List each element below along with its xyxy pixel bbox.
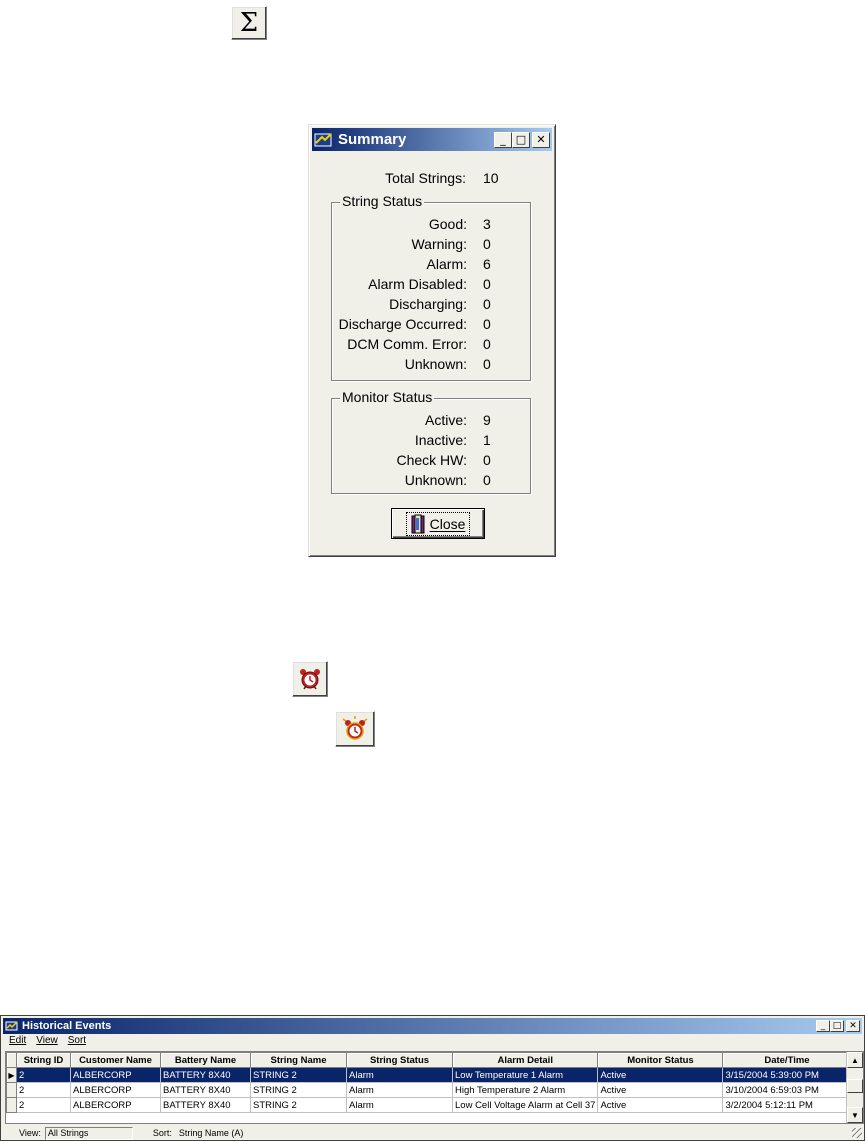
menu-sort[interactable]: Sort (67, 1035, 87, 1046)
table-cell[interactable]: Alarm (347, 1098, 453, 1113)
status-row-value: 9 (483, 412, 491, 428)
historical-titlebar[interactable] (3, 1018, 862, 1034)
status-row-label: DCM Comm. Error: (347, 336, 467, 352)
status-row-value: 3 (483, 216, 491, 232)
status-row (332, 471, 532, 489)
status-row (332, 451, 532, 469)
summary-toolbar-button[interactable] (231, 6, 267, 40)
status-row (332, 315, 532, 333)
total-strings-value: 10 (483, 170, 499, 186)
summary-title: Summary (338, 131, 407, 148)
close-icon[interactable]: ✕ (846, 1020, 860, 1032)
status-row-label: Discharging: (389, 296, 467, 312)
sigma-icon: Σ (239, 8, 259, 38)
table-cell[interactable]: Active (598, 1083, 723, 1098)
vertical-scrollbar[interactable] (846, 1052, 863, 1123)
column-header[interactable]: Monitor Status (598, 1053, 723, 1068)
menu-bar (9, 1035, 86, 1046)
scroll-up-icon[interactable]: ▲ (847, 1052, 863, 1068)
minimize-icon[interactable]: _ (494, 132, 512, 148)
status-row-label: Good: (428, 216, 467, 232)
status-row-value: 0 (483, 236, 491, 252)
monitor-status-legend: Monitor Status (342, 389, 433, 405)
column-header[interactable]: String Name (251, 1053, 347, 1068)
status-row (332, 411, 532, 429)
status-row (332, 431, 532, 449)
status-row (332, 335, 532, 353)
app-icon (5, 1020, 19, 1032)
column-header[interactable]: Date/Time (723, 1053, 851, 1068)
minimize-icon[interactable]: _ (816, 1020, 830, 1032)
table-cell[interactable]: Low Cell Voltage Alarm at Cell 37 (453, 1098, 598, 1113)
total-strings-row (329, 169, 519, 187)
status-row-label: Inactive: (414, 432, 467, 448)
table-cell[interactable]: ALBERCORP (71, 1068, 161, 1083)
close-icon[interactable]: ✕ (532, 132, 550, 148)
column-header[interactable]: Battery Name (161, 1053, 251, 1068)
table-cell[interactable]: 2 (17, 1098, 71, 1113)
status-row-label: Alarm Disabled: (368, 276, 467, 292)
table-cell[interactable]: Alarm (347, 1083, 453, 1098)
table-row[interactable] (7, 1068, 851, 1083)
table-cell[interactable]: Alarm (347, 1068, 453, 1083)
column-header[interactable]: Customer Name (71, 1053, 161, 1068)
status-bar (5, 1127, 860, 1139)
status-row-label: Alarm: (426, 256, 467, 272)
status-row (332, 295, 532, 313)
status-row-value: 0 (483, 356, 491, 372)
alarm-toolbar-button[interactable] (292, 661, 328, 697)
table-cell[interactable]: 3/2/2004 5:12:11 PM (723, 1098, 851, 1113)
status-row (332, 255, 532, 273)
close-button-label: Close (429, 515, 466, 532)
table-cell[interactable]: 3/10/2004 6:59:03 PM (723, 1083, 851, 1098)
sort-value: String Name (A) (178, 1128, 244, 1138)
events-grid[interactable] (5, 1051, 864, 1124)
table-cell[interactable]: STRING 2 (251, 1083, 347, 1098)
status-row-value: 0 (483, 316, 491, 332)
total-strings-label: Total Strings: (385, 170, 466, 186)
table-cell[interactable]: High Temperature 2 Alarm (453, 1083, 598, 1098)
status-row-label: Unknown: (404, 356, 467, 372)
maximize-icon[interactable]: □ (830, 1020, 844, 1032)
row-indicator[interactable] (7, 1098, 17, 1113)
table-cell[interactable]: 2 (17, 1083, 71, 1098)
scroll-thumb[interactable] (847, 1079, 863, 1093)
table-cell[interactable]: Active (598, 1098, 723, 1113)
table-cell[interactable]: ALBERCORP (71, 1098, 161, 1113)
status-row-value: 6 (483, 256, 491, 272)
table-cell[interactable]: BATTERY 8X40 (161, 1098, 251, 1113)
status-row-value: 0 (483, 452, 491, 468)
table-cell[interactable]: ALBERCORP (71, 1083, 161, 1098)
door-icon (411, 514, 425, 534)
column-header[interactable]: String ID (17, 1053, 71, 1068)
table-cell[interactable]: STRING 2 (251, 1068, 347, 1083)
status-row-value: 1 (483, 432, 491, 448)
table-row[interactable] (7, 1083, 851, 1098)
historical-title: Historical Events (22, 1020, 112, 1032)
status-row-label: Check HW: (396, 452, 467, 468)
view-value: All Strings (45, 1127, 133, 1140)
status-row (332, 355, 532, 373)
historical-events-window (0, 1015, 865, 1141)
summary-window (308, 124, 556, 557)
string-status-legend: String Status (342, 193, 423, 209)
table-cell[interactable]: BATTERY 8X40 (161, 1083, 251, 1098)
ringing-alarm-clock-icon (342, 716, 368, 742)
table-cell[interactable]: STRING 2 (251, 1098, 347, 1113)
maximize-icon[interactable]: □ (512, 132, 530, 148)
status-row-value: 0 (483, 296, 491, 312)
status-row-value: 0 (483, 472, 491, 488)
summary-titlebar[interactable] (312, 128, 552, 151)
status-row-label: Unknown: (404, 472, 467, 488)
table-cell[interactable]: 3/15/2004 5:39:00 PM (723, 1068, 851, 1083)
table-cell[interactable]: BATTERY 8X40 (161, 1068, 251, 1083)
status-row-label: Warning: (411, 236, 467, 252)
sort-label: Sort: (152, 1128, 172, 1138)
row-indicator[interactable] (7, 1083, 17, 1098)
string-status-group (331, 193, 531, 381)
status-row (332, 235, 532, 253)
menu-view[interactable]: View (36, 1035, 58, 1046)
events-table (6, 1052, 851, 1113)
table-cell[interactable]: 2 (17, 1068, 71, 1083)
status-row (332, 275, 532, 293)
status-row-label: Active: (424, 412, 467, 428)
alarm-clock-icon (298, 667, 322, 691)
close-button[interactable] (391, 508, 485, 539)
scroll-down-icon[interactable]: ▼ (847, 1107, 863, 1123)
table-cell[interactable]: Active (598, 1068, 723, 1083)
column-header[interactable]: Alarm Detail (453, 1053, 598, 1068)
row-indicator-header (7, 1053, 17, 1068)
app-icon (314, 131, 334, 149)
resize-grip-icon[interactable] (852, 1128, 862, 1138)
status-row-label: Discharge Occurred: (338, 316, 467, 332)
monitor-status-group (331, 389, 531, 494)
status-row-value: 0 (483, 276, 491, 292)
current-row-indicator-icon[interactable]: ▶ (7, 1068, 17, 1083)
status-row-value: 0 (483, 336, 491, 352)
status-row (332, 215, 532, 233)
table-cell[interactable]: Low Temperature 1 Alarm (453, 1068, 598, 1083)
alarm-flash-toolbar-button[interactable] (335, 711, 375, 747)
column-header[interactable]: String Status (347, 1053, 453, 1068)
view-label: View: (19, 1128, 41, 1138)
menu-edit[interactable]: Edit (9, 1035, 27, 1046)
table-row[interactable] (7, 1098, 851, 1113)
